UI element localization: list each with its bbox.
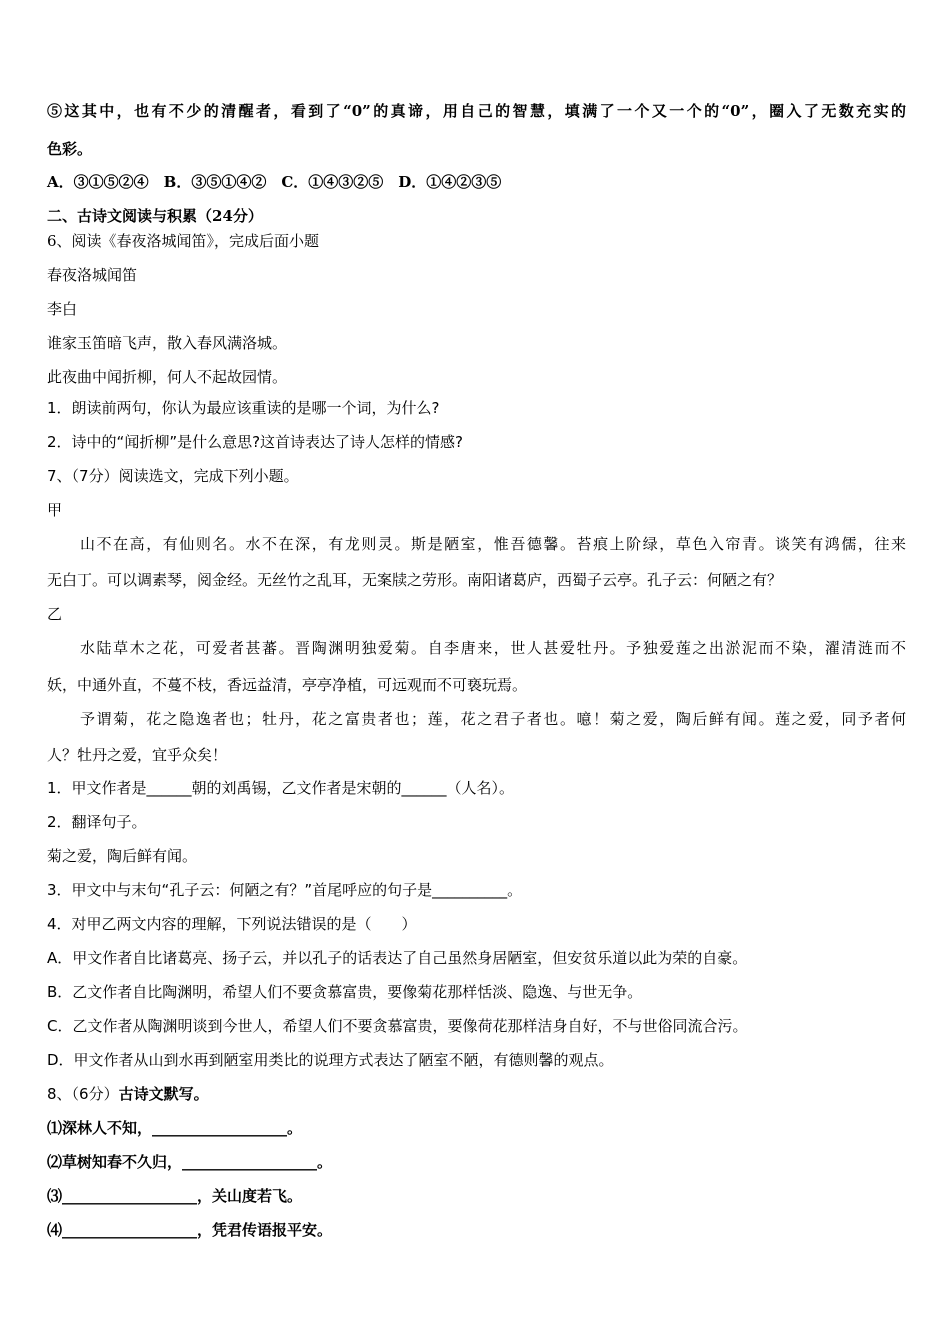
jia-para-line1: 山不在高，有仙则名。水不在深，有龙则灵。斯是陋室，惟吾德馨。苔痕上阶绿，草色入帘青。谈笑有鸿儒，往来 — [80, 535, 906, 553]
q6-sub2: 2．诗中的“闻折柳”是什么意思?这首诗表达了诗人怎样的情感? — [47, 433, 464, 451]
q5-item5-line1: ⑤这其中，也有不少的清醒者，看到了“0”的真谛，用自己的智慧，填满了一个又一个的“0”，圈入了无数充实的 — [47, 102, 906, 120]
q8-stem — [47, 1084, 906, 1104]
q7-option-d: D．甲文作者从山到水再到陋室用类比的说理方式表达了陋室不陋，有德则馨的观点。 — [47, 1051, 614, 1069]
q7-sub4: 4．对甲乙两文内容的理解，下列说法错误的是（ ） — [47, 915, 417, 933]
q8-stem-prefix: 8、（6分） — [47, 1085, 119, 1103]
q5-item5-line2: 色彩。 — [47, 140, 93, 158]
q6-stem: 6、阅读《春夜洛城闻笛》，完成后面小题 — [47, 232, 320, 250]
q7-sub1: 1．甲文作者是______朝的刘禹锡，乙文作者是宋朝的______（人名）。 — [47, 779, 515, 797]
poem-author: 李白 — [47, 300, 78, 318]
q6-sub1: 1．朗读前两句，你认为最应该重读的是哪一个词，为什么? — [47, 399, 440, 417]
q8-item-4: ⑷__________________，凭君传语报平安。 — [47, 1221, 333, 1239]
q7-stem: 7、（7分）阅读选文，完成下列小题。 — [47, 467, 299, 485]
q5-options: A．③①⑤②④ B．③⑤①④② C．①④③②⑤ D．①④②③⑤ — [47, 173, 502, 191]
yi-para1-line1: 水陆草木之花，可爱者甚蕃。晋陶渊明独爱菊。自李唐来，世人甚爱牡丹。予独爱莲之出淤泥而不染，濯清涟而不 — [80, 639, 906, 657]
jia-para-line2: 无白丁。可以调素琴，阅金经。无丝竹之乱耳，无案牍之劳形。南阳诸葛庐，西蜀子云亭。孔子云：何陋之有？ — [47, 571, 783, 589]
yi-para1-line2: 妖，中通外直，不蔓不枝，香远益清，亭亭净植，可远观而不可亵玩焉。 — [47, 676, 528, 694]
poem-line-1: 谁家玉笛暗飞声，散入春风满洛城。 — [47, 334, 288, 352]
poem-title: 春夜洛城闻笛 — [47, 266, 138, 284]
q8-item-2: ⑵草树知春不久归，__________________。 — [47, 1153, 333, 1171]
q7-option-a: A．甲文作者自比诸葛亮、扬子云，并以孔子的话表达了自己虽然身居陋室，但安贫乐道以此为荣的自豪。 — [47, 949, 748, 967]
yi-para2-line2: 人？牡丹之爱，宜乎众矣！ — [47, 746, 228, 764]
yi-para2-line1: 予谓菊，花之隐逸者也；牡丹，花之富贵者也；莲，花之君子者也。噫！菊之爱，陶后鲜有闻。莲之爱，同予者何 — [80, 710, 906, 728]
q7-sub3: 3．甲文中与末句“孔子云：何陋之有？”首尾呼应的句子是__________。 — [47, 881, 523, 899]
q7-option-c: C．乙文作者从陶渊明谈到今世人，希望人们不要贪慕富贵，要像荷花那样洁身自好，不与世俗同流合污。 — [47, 1017, 748, 1035]
section-heading: 二、古诗文阅读与积累（24分） — [47, 207, 263, 225]
yi-label: 乙 — [47, 605, 63, 623]
poem-line-2: 此夜曲中闻折柳，何人不起故园情。 — [47, 368, 288, 386]
q7-sub2: 2．翻译句子。 — [47, 813, 147, 831]
q7-sub2-sentence: 菊之爱，陶后鲜有闻。 — [47, 847, 198, 865]
jia-label: 甲 — [47, 501, 63, 519]
q7-option-b: B．乙文作者自比陶渊明，希望人们不要贪慕富贵，要像菊花那样恬淡、隐逸、与世无争。 — [47, 983, 643, 1001]
q8-item-3: ⑶__________________，关山度若飞。 — [47, 1187, 303, 1205]
q8-stem-title: 古诗文默写。 — [118, 1085, 209, 1103]
q8-item-1: ⑴深林人不知，__________________。 — [47, 1119, 303, 1137]
